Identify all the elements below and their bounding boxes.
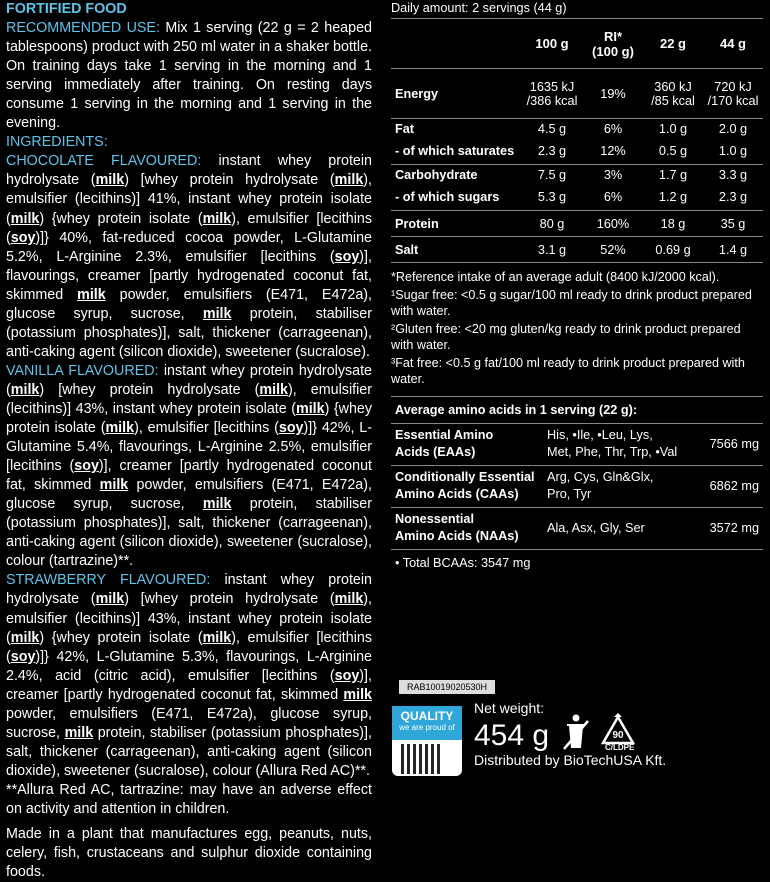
nutrition-header-cell	[391, 19, 521, 69]
nutrient-value: 6%	[583, 185, 643, 211]
nutrition-header-cell: 44 g	[703, 19, 763, 69]
amino-amount: 6862 mg	[709, 479, 759, 493]
nutrient-value: 720 kJ /170 kcal	[703, 69, 763, 119]
allergen: milk	[99, 477, 129, 494]
nutrition-header-cell: 22 g	[643, 19, 703, 69]
nutrient-value: 1635 kJ /386 kcal	[521, 69, 583, 119]
net-weight-label: Net weight:	[474, 700, 545, 716]
nutrient-value: 160%	[583, 211, 643, 237]
quality-subtitle: we are proud of	[399, 723, 455, 732]
allergen: milk	[202, 305, 232, 322]
footnote: ²Gluten free: <20 mg gluten/kg ready to drink product prepared with water.	[391, 321, 741, 352]
nutrient-value: 12%	[583, 139, 643, 165]
strawberry-ingredients	[6, 571, 372, 781]
qr-code-icon	[401, 744, 441, 774]
plant-note: Made in a plant that manufactures egg, peanuts, nuts, celery, fish, crustaceans and sulphur dioxide containing foods.	[6, 826, 372, 881]
allergen: milk	[202, 210, 232, 227]
nutrient-value: 1.4 g	[703, 237, 763, 263]
nutrient-value: 0.69 g	[643, 237, 703, 263]
allergen: soy	[334, 667, 360, 684]
nutrition-header-cell: RI* (100 g)	[583, 19, 643, 69]
ingredients-heading: INGREDIENTS:	[6, 134, 108, 151]
nutrition-row	[391, 139, 763, 165]
allergen: milk	[202, 496, 232, 513]
allergen: milk	[202, 629, 232, 646]
nutrient-value: 5.3 g	[521, 185, 583, 211]
allergen: soy	[74, 458, 99, 475]
product-title: FORTIFIED FOOD	[6, 1, 127, 17]
nutrient-label: Fat	[395, 121, 415, 136]
nutrition-row	[391, 211, 763, 237]
allergen: milk	[10, 381, 40, 398]
nutrition-row	[391, 69, 763, 119]
nutrient-value: 1.0 g	[658, 121, 688, 136]
amino-acid-list: His, •Ile, •Leu, Lys, Met, Phe, Thr, Trp, •Val	[547, 428, 678, 459]
strawberry-label: STRAWBERRY FLAVOURED:	[6, 572, 211, 589]
amino-acid-list: Ala, Asx, Gly, Ser	[547, 520, 645, 535]
nutrition-header-row	[391, 19, 763, 69]
nutrient-value: 18 g	[643, 211, 703, 237]
allergen: milk	[259, 381, 288, 398]
nutrient-value: 1.7 g	[658, 167, 688, 182]
nutrition-panel	[391, 0, 763, 770]
vanilla-ingredients	[6, 362, 372, 572]
allergen: milk	[334, 591, 364, 608]
amino-row	[391, 508, 763, 550]
amino-heading: Average amino acids in 1 serving (22 g):	[391, 397, 763, 424]
allergen: milk	[343, 686, 372, 703]
nutrient-value: 1.2 g	[643, 185, 703, 211]
bcaa-total: • Total BCAAs: 3547 mg	[395, 555, 531, 570]
ingredients-panel	[6, 0, 373, 881]
nutrition-row	[391, 185, 763, 211]
recycle-bin-icon	[561, 713, 591, 753]
amino-row	[391, 466, 763, 508]
strawberry-text: instant whey protein hydrolysate (milk) [whey protein hydrolysate (milk), emulsifier (lecithins)] 43%, instant whey protein isolate (milk) {whey protein isolate (milk), emulsifier [lecithins (soy)]} 42%, L-Glutamine 5.3%, flavourings, L-Arginine 2.4%, acid (citric acid), emulsifier [lecithins (soy)], creamer [partly hydrogenated coconut fat, skimmed milk powder, emulsifiers (E471, E472a), glucose syrup, sucrose, milk protein, stabiliser (potassium phosphates)], salt, thickener (carrageenan), anti-caking agent (silicon dioxide), sweetener (sucralose), colour (Allura Red AC)**.	[6, 572, 372, 779]
amino-row	[391, 424, 763, 466]
batch-code: RAB10019020530H	[399, 680, 495, 694]
nutrient-value: 2.0 g	[718, 121, 748, 136]
allergen: soy	[10, 648, 36, 665]
allergen: milk	[95, 172, 125, 189]
nutrient-value: 52%	[583, 237, 643, 263]
nutrient-value: 35 g	[703, 211, 763, 237]
nutrient-value: 19%	[583, 69, 643, 119]
allergen: milk	[64, 724, 94, 741]
amino-amount: 3572 mg	[709, 521, 759, 535]
nutrient-value: 360 kJ /85 kcal	[643, 69, 703, 119]
allergen: soy	[334, 248, 360, 265]
allergen: soy	[10, 229, 36, 246]
nutrient-value: 6%	[603, 121, 623, 136]
nutrition-notes	[391, 269, 763, 388]
quality-badge	[392, 706, 462, 776]
footnote: ³Fat free: <0.5 g fat/100 ml ready to drink product prepared with water.	[391, 355, 745, 386]
vanilla-text: instant whey protein hydrolysate (milk) [whey protein hydrolysate (milk), emulsifier (lecithins)] 43%, instant whey protein isolate (milk) {whey protein isolate (milk), emulsifier [lecithins (soy)]} 42%, L-Glutamine 5.4%, flavourings, L-Arginine 2.5%, emulsifier [lecithins (soy)], creamer [partly hydrogenated coconut fat, skimmed milk powder, emulsifiers (E471, E472a), glucose syrup, sucrose, milk protein, stabiliser (potassium phosphates)], salt, thickener (carrageenan), anti-caking agent (silicon dioxide), sweetener (sucralose), colour (tartrazine)**.	[6, 362, 372, 570]
allergen: milk	[10, 210, 40, 227]
amino-group-name: Essential Amino Acids (EAAs)	[395, 428, 494, 459]
nutrient-value: 3.1 g	[521, 237, 583, 263]
recycle-label: C/LDPE	[605, 743, 635, 752]
chocolate-text: instant whey protein hydrolysate (milk) [whey protein hydrolysate (milk), emulsifier (lecithins)] 41%, instant whey protein isolate (milk) {whey protein isolate (milk), emulsifier [lecithins (soy)]} 40%, fat-reduced cocoa powder, L-Glutamine 5.2%, L-Arginine 2.3%, emulsifier [lecithins (soy)], flavourings, creamer [partly hydrogenated coconut fat, skimmed milk powder, emulsifiers (E471, E472a), glucose syrup, sucrose, milk protein, stabiliser (potassium phosphates)], salt, thickener (carrageenan), anti-caking agent (silicon dioxide), sweetener (sucralose).	[6, 153, 373, 360]
footnote: *Reference intake of an average adult (8400 kJ/2000 kcal).	[391, 270, 720, 284]
allergen: milk	[334, 172, 364, 189]
allura-note: **Allura Red AC, tartrazine: may have an adverse effect on activity and attention in children.	[6, 781, 372, 817]
nutrient-value: 80 g	[521, 211, 583, 237]
chocolate-label: CHOCOLATE FLAVOURED:	[6, 153, 202, 170]
nutrient-value: 3%	[603, 167, 623, 182]
nutrient-label: Energy	[391, 69, 521, 119]
daily-amount: Daily amount: 2 servings (44 g)	[391, 1, 567, 15]
nutrient-label: - of which sugars	[391, 185, 521, 211]
vanilla-label: VANILLA FLAVOURED:	[6, 362, 159, 379]
recommended-use-text: Mix 1 serving (22 g = 2 heaped tablespoons) product with 250 ml water in a shaker bottle. On training days take 1 serving in the morning and 1 serving immediately after training. On resting days consume 1 serving in the morning and 1 serving in the evening.	[6, 20, 372, 132]
distributor: Distributed by BioTechUSA Kft.	[474, 752, 667, 768]
amino-group-name: Conditionally Essential Amino Acids (CAAs)	[395, 470, 535, 501]
allergen: milk	[295, 400, 325, 417]
allergen: milk	[10, 629, 40, 646]
amino-amount: 7566 mg	[709, 437, 759, 451]
recommended-use	[6, 19, 372, 133]
nutrition-row	[391, 237, 763, 263]
nutrient-value: 7.5 g	[537, 167, 567, 182]
chocolate-ingredients	[6, 152, 372, 362]
amino-acid-list: Arg, Cys, Gln&Glx, Pro, Tyr	[547, 470, 654, 501]
nutrient-value: 1.0 g	[703, 139, 763, 165]
net-weight-value: 454 g	[474, 719, 550, 752]
footnote: ¹Sugar free: <0.5 g sugar/100 ml ready to drink product prepared with water.	[391, 287, 752, 318]
nutrient-value: 0.5 g	[643, 139, 703, 165]
nutrient-value: 3.3 g	[718, 167, 748, 182]
nutrient-label: Salt	[391, 237, 521, 263]
nutrient-value: 2.3 g	[521, 139, 583, 165]
allergen: soy	[278, 420, 304, 437]
recycle-number: 90	[612, 730, 624, 741]
quality-title: QUALITY	[400, 709, 454, 723]
nutrient-label: - of which saturates	[391, 139, 521, 165]
nutrient-value: 4.5 g	[537, 121, 567, 136]
nutrient-label: Carbohydrate	[395, 167, 478, 182]
nutrition-row	[391, 165, 763, 185]
allergen: milk	[95, 591, 125, 608]
amino-acid-table	[391, 396, 763, 550]
nutrient-value: 2.3 g	[703, 185, 763, 211]
allergen: milk	[77, 286, 106, 303]
nutrition-header-cell: 100 g	[521, 19, 583, 69]
allergen: milk	[105, 420, 135, 437]
nutrient-label: Protein	[391, 211, 521, 237]
amino-group-name: Nonessential Amino Acids (NAAs)	[395, 512, 519, 543]
nutrition-row	[391, 119, 763, 139]
recommended-use-label: RECOMMENDED USE:	[6, 20, 160, 37]
nutrition-table	[391, 18, 763, 263]
